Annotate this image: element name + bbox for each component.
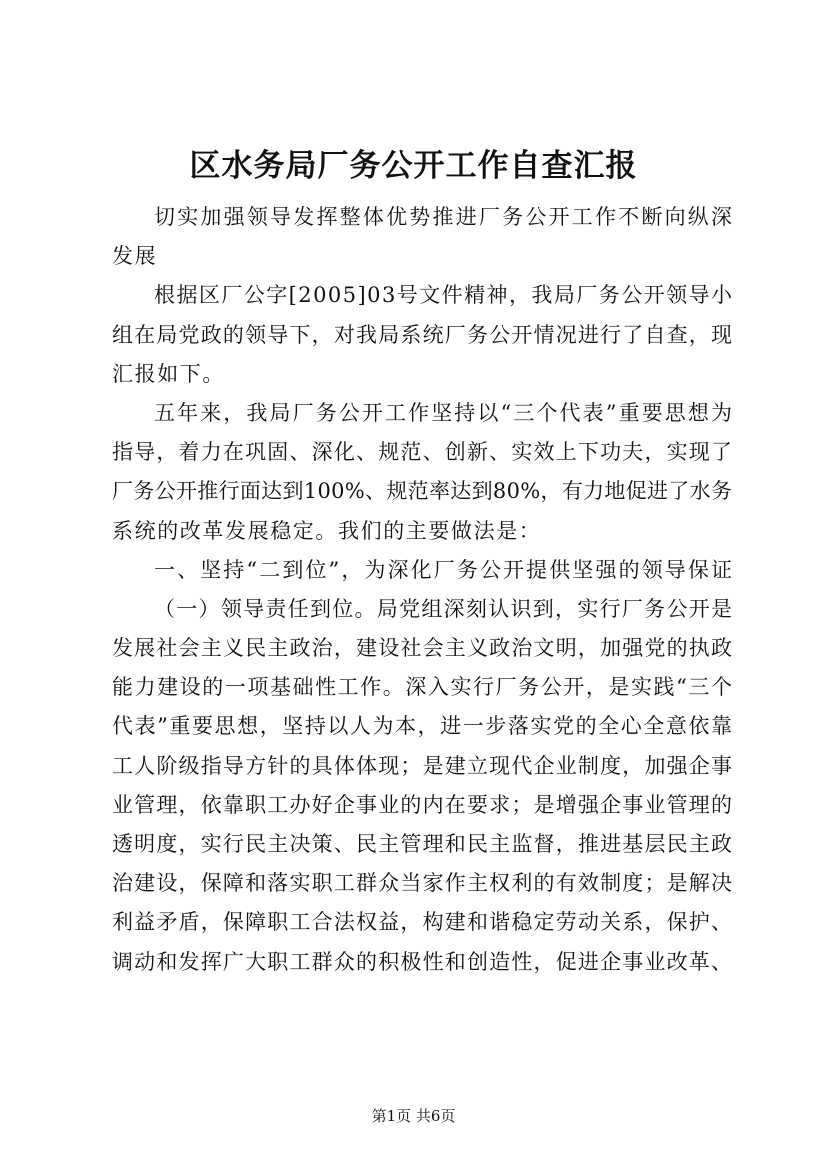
body-line: 透明度，实行民主决策、民主管理和民主监督，推进基层民主政	[112, 832, 734, 856]
page-footer: 第1页 共6页	[371, 1107, 456, 1125]
body-line: 治建设，保障和落实职工群众当家作主权利的有效制度；是解决	[112, 871, 734, 896]
body-line: 能力建设的一项基础性工作。深入实行厂务公开，是实践“三个	[112, 675, 734, 700]
body-line: 发展	[112, 244, 158, 269]
document-body	[112, 198, 735, 982]
document-title: 区水务局厂务公开工作自查汇报	[189, 148, 638, 184]
body-line: 指导，着力在巩固、深化、规范、创新、实效上下功夫，实现了	[112, 440, 734, 465]
body-line: 一、坚持“二到位”，为深化厂务公开提供坚强的领导保证	[154, 557, 735, 582]
body-line: 工人阶级指导方针的具体体现；是建立现代企业制度，加强企事	[112, 753, 734, 778]
body-line: 根据区厂公字[2005]03号文件精神，我局厂务公开领导小	[154, 283, 734, 308]
body-line: 代表”重要思想，坚持以人为本，进一步落实党的全心全意依靠	[112, 714, 734, 739]
body-line: 业管理，依靠职工办好企事业的内在要求；是增强企事业管理的	[112, 792, 734, 817]
body-line: 调动和发挥广大职工群众的积极性和创造性，促进企事业改革、	[112, 949, 734, 974]
body-line: 五年来，我局厂务公开工作坚持以“三个代表”重要思想为	[154, 400, 735, 425]
body-line: 切实加强领导发挥整体优势推进厂务公开工作不断向纵深	[154, 205, 735, 229]
body-line: 厂务公开推行面达到100%、规范率达到80%，有力地促进了水务	[112, 479, 733, 504]
body-line: 组在局党政的领导下，对我局系统厂务公开情况进行了自查，现	[112, 322, 734, 347]
body-line: （一）领导责任到位。局党组深刻认识到，实行厂务公开是	[154, 596, 734, 621]
body-line: 利益矛盾，保障职工合法权益，构建和谐稳定劳动关系，保护、	[112, 910, 734, 935]
body-line: 系统的改革发展稳定。我们的主要做法是：	[112, 518, 542, 543]
body-line: 汇报如下。	[112, 361, 225, 386]
body-line: 发展社会主义民主政治，建设社会主义政治文明，加强党的执政	[112, 636, 734, 661]
